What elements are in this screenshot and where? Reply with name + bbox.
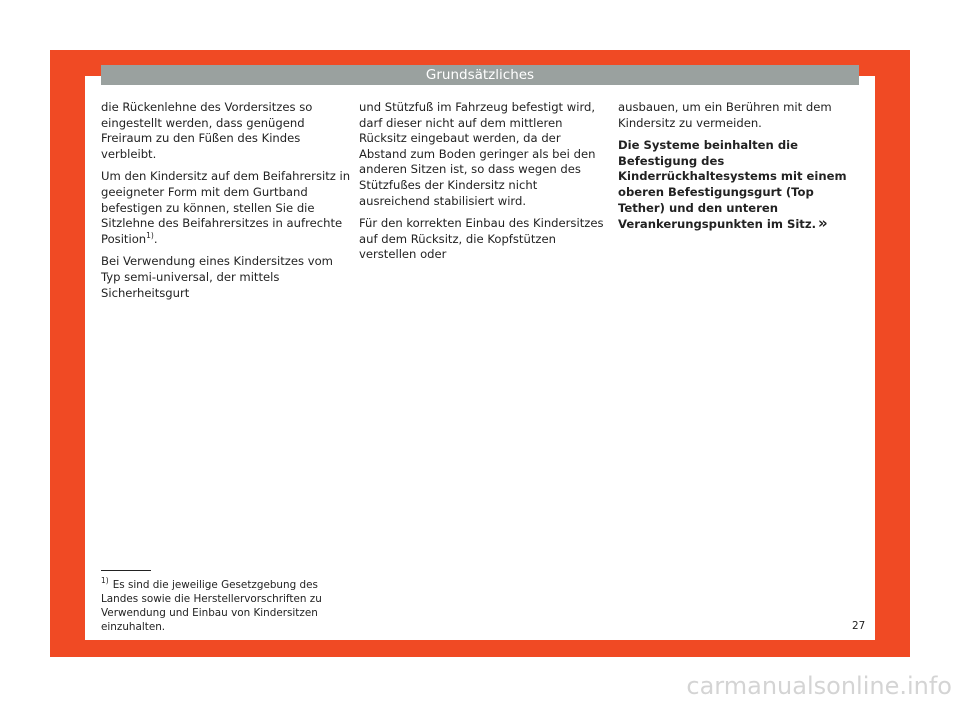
paragraph-text: Um den Kindersitz auf dem Beifahrersitz in geeigneter Form mit dem Gurtband befestigen zu können, stellen Sie die Sitzlehne des Beifahrersitzes in aufrechte Position <box>101 169 351 246</box>
paragraph: und Stützfuß im Fahrzeug befestigt wird, darf dieser nicht auf dem mittleren Rücksitz eingebaut werden, da der Abstand zum Boden geringer als bei den anderen Sitzen ist, so dass wegen des Stützfußes der Kindersitz nicht ausreichend stabilisiert wird. <box>359 100 596 208</box>
section-header: Grundsätzliches <box>101 65 859 85</box>
watermark-text[interactable]: carmanualsonline.info <box>686 672 952 700</box>
paragraph: Für den korrekten Einbau des Kindersitzes auf dem Rücksitz, die Kopfstützen verstellen oder <box>359 216 604 262</box>
text-column-1 <box>101 100 351 308</box>
text-column-2 <box>359 100 605 270</box>
bold-paragraph <box>618 138 862 233</box>
footnote-text: Es sind die jeweilige Gesetzgebung des Landes sowie die Herstellervorschriften zu Verwendung und Einbau von Kindersitzen einzuhalten. <box>101 579 322 633</box>
paragraph <box>101 169 351 247</box>
paragraph: die Rückenlehne des Vordersitzes so eingestellt werden, dass genügend Freiraum zu den Füßen des Kindes verbleibt. <box>101 100 313 161</box>
footnote <box>101 578 351 634</box>
paragraph: Bei Verwendung eines Kindersitzes vom Typ semi-universal, der mittels Sicherheitsgurt <box>101 254 333 300</box>
bold-paragraph-text: Die Systeme beinhalten die Befestigung des Kinderrückhaltesystems mit einem oberen Befestigungsgurt (Top Tether) und den unteren Verankerungspunkten im Sitz. <box>618 138 847 232</box>
text-column-3 <box>618 100 862 240</box>
continue-chevron-icon: » <box>818 214 828 233</box>
paragraph: ausbauen, um ein Berühren mit dem Kindersitz zu vermeiden. <box>618 100 832 130</box>
paragraph-end: . <box>153 231 158 246</box>
footnote-reference[interactable]: 1) <box>146 230 154 240</box>
footnote-marker: 1) <box>101 576 109 585</box>
footnote-divider <box>101 570 151 571</box>
page-number: 27 <box>852 620 866 632</box>
